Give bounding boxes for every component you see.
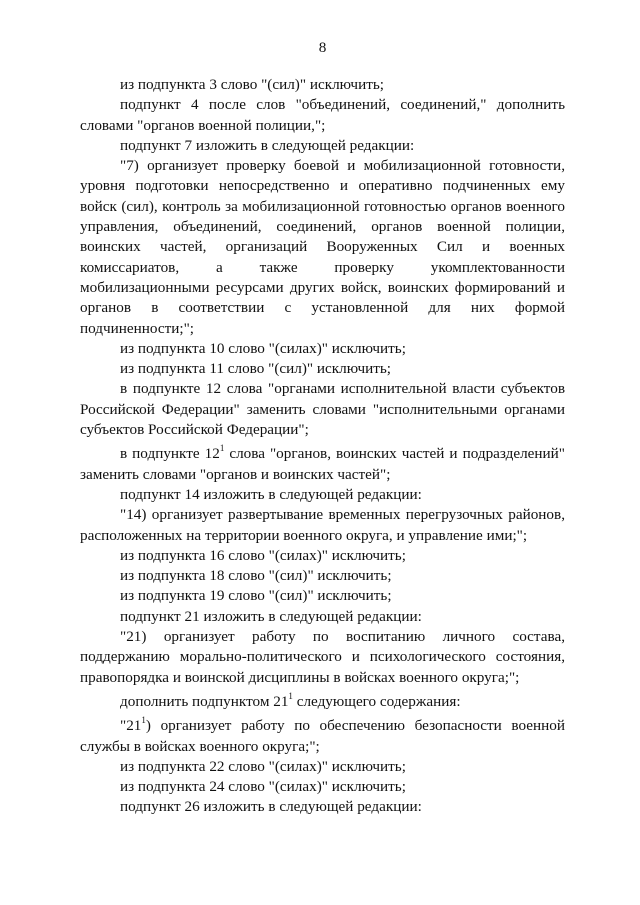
- paragraph: подпункт 4 после слов "объединений, соединений," дополнить словами "органов военной полиции,";: [80, 96, 565, 134]
- paragraph: подпункт 14 изложить в следующей редакции:: [120, 485, 422, 503]
- paragraph: из подпункта 18 слово "(сил)" исключить;: [120, 567, 392, 585]
- document-body: [80, 75, 565, 818]
- paragraph-text: в подпункте 12: [120, 445, 220, 463]
- paragraph: подпункт 26 изложить в следующей редакции:: [120, 798, 422, 816]
- paragraph: [80, 692, 565, 712]
- paragraph-text: ) организует работу по обеспечению безопасности военной службы в войсках военного округа;";: [80, 717, 565, 755]
- paragraph-text: слова "органов, воинских частей и подразделений" заменить словами "органов и воинских частей";: [80, 445, 566, 483]
- superscript: 1: [141, 715, 146, 726]
- paragraph: из подпункта 3 слово "(сил)" исключить;: [120, 76, 384, 93]
- paragraph: "21) организует работу по воспитанию личного состава, поддержанию морально-политического и психологического состояния, правопорядка и воинской дисциплины в войсках военного округа;";: [80, 628, 565, 686]
- superscript: 1: [288, 690, 293, 701]
- page-number: 8: [318, 39, 327, 56]
- paragraph: подпункт 7 изложить в следующей редакции:: [120, 136, 415, 154]
- paragraph: из подпункта 16 слово "(силах)" исключить;: [120, 546, 406, 564]
- paragraph: [80, 444, 565, 485]
- paragraph: из подпункта 24 слово "(силах)" исключить;: [120, 778, 406, 796]
- paragraph: "7) организует проверку боевой и мобилизационной готовности, уровня подготовки непосредственно и оперативно подчиненных ему войск (сил), контроль за мобилизационной готовностью органов военного управления, объединений, соединений, органов военной полиции, воинских частей, организаций Вооруженных Сил и военных комиссариатов, а также проверку укомплектованности мобилизационными ресурсами других войск, воинских формирований и органов в соответствии с установленной для них формой подчиненности;";: [80, 157, 565, 337]
- paragraph: "14) организует развертывание временных перегрузочных районов, расположенных на территории военного округа, и управление ими;";: [80, 506, 565, 544]
- superscript: 1: [219, 443, 225, 454]
- paragraph-text: дополнить подпунктом 21: [120, 692, 289, 710]
- paragraph: [80, 716, 565, 757]
- paragraph: из подпункта 10 слово "(силах)" исключить;: [120, 339, 406, 357]
- paragraph: в подпункте 12 слова "органами исполнительной власти субъектов Российской Федерации" заменить словами "исполнительными органами субъектов Российской Федерации";: [80, 380, 565, 439]
- paragraph: из подпункта 19 слово "(сил)" исключить;: [120, 587, 392, 605]
- paragraph: из подпункта 11 слово "(сил)" исключить;: [120, 360, 392, 378]
- paragraph-text: следующего содержания:: [292, 692, 461, 710]
- paragraph: подпункт 21 изложить в следующей редакции:: [120, 607, 422, 625]
- paragraph: из подпункта 22 слово "(силах)" исключить;: [120, 757, 406, 775]
- paragraph-text: "21: [120, 717, 142, 735]
